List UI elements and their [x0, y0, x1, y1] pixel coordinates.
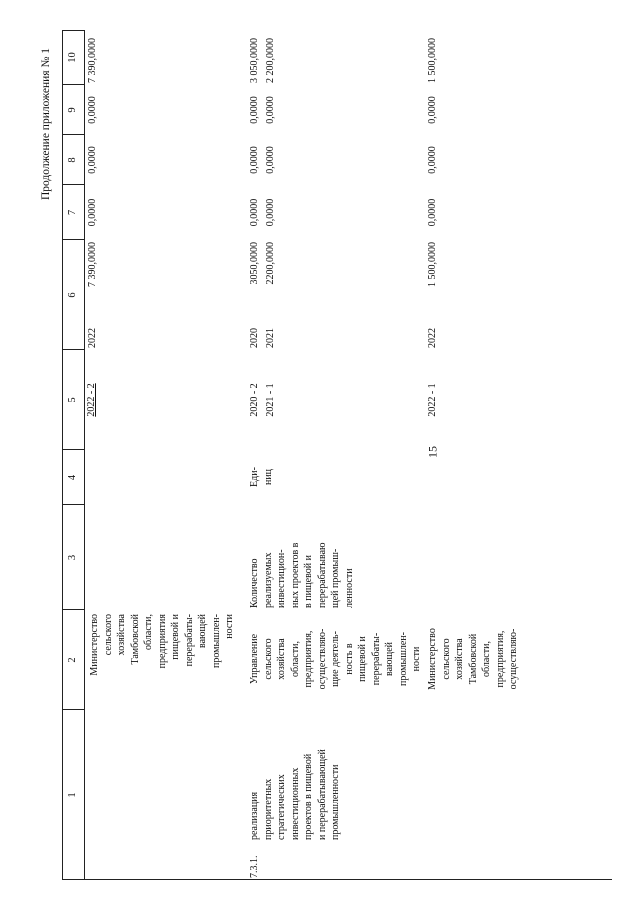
row2-col9: 0,0000: [427, 96, 438, 124]
col-header-8: 8: [67, 157, 78, 163]
col-header-9: 9: [67, 107, 78, 113]
row1-period-a: 2020 - 2: [249, 383, 260, 417]
row0-amount: 7 390,0000: [87, 242, 98, 287]
row1-year-b: 2021: [265, 328, 276, 348]
row1-col10-b: 2 200,0000: [265, 38, 276, 83]
row1-amount-b: 2200,0000: [265, 242, 276, 285]
col-header-7: 7: [67, 209, 78, 216]
row0-col7: 0,0000: [87, 198, 98, 227]
row0-year: 2022: [87, 328, 98, 348]
row2-year: 2022: [427, 328, 438, 348]
row1-year-a: 2020: [249, 328, 260, 348]
row1-activity: реализация приоритетных стратегических инвестиционных проектов в пищевой и перерабатывающей промышленности: [249, 749, 341, 840]
row0-col8: 0,0000: [87, 146, 98, 174]
row1-amount-a: 3050,0000: [249, 242, 260, 285]
rotated-table: [62, 30, 612, 880]
row2-responsible: Министерство сельского хозяйства Тамбовской области, предприятия, осуществляю-: [427, 628, 519, 690]
page-number: 15: [425, 446, 440, 458]
col-header-2: 2: [67, 657, 78, 663]
row1-period-b: 2021 - 1: [265, 383, 276, 417]
row2-period: 2022 - 1: [427, 383, 438, 417]
col-header-5: 5: [67, 397, 78, 403]
col-header-6: 6: [67, 292, 78, 298]
row1-col10-a: 3 050,0000: [249, 38, 260, 83]
row0-period: 2022 - 2: [86, 383, 97, 417]
row1-col8-a: 0,0000: [249, 146, 260, 174]
row1-col9-b: 0,0000: [265, 96, 276, 124]
row0-responsible: Министерство сельского хозяйства Тамбовской области, предприятия пищевой и перерабаты- вающей промышлен- ности: [89, 614, 235, 676]
col-header-1: 1: [67, 792, 78, 798]
row0-col9: 0,0000: [87, 96, 98, 124]
col-header-4: 4: [67, 474, 78, 481]
row1-col7-b: 0,0000: [265, 198, 276, 227]
row1-col9-a: 0,0000: [249, 96, 260, 124]
row2-col8: 0,0000: [427, 146, 438, 174]
row1-col8-b: 0,0000: [265, 146, 276, 174]
col-header-3: 3: [67, 554, 78, 561]
row1-indicator: Количество реализуемых инвестицион- ных проектов в в пищевой и перерабатываю щей промыш- ленности: [249, 542, 355, 608]
row1-responsible: Управление сельского хозяйства области, предприятия, осуществляю- щие деятель- ность в пищевой и перерабаты- вающей промышлен- ности: [249, 628, 422, 690]
row2-col7: 0,0000: [427, 198, 438, 227]
row2-col10: 1 500,0000: [427, 38, 438, 83]
row2-amount: 1 500,0000: [427, 242, 438, 287]
appendix-note: Продолжение приложения № 1: [40, 47, 52, 201]
row1-number: 7.3.1.: [249, 855, 260, 878]
row0-col10: 7 390,0000: [87, 38, 98, 83]
row1-col7-a: 0,0000: [249, 198, 260, 227]
row1-unit: Еди- ниц: [249, 467, 274, 487]
col-header-10: 10: [67, 52, 78, 63]
